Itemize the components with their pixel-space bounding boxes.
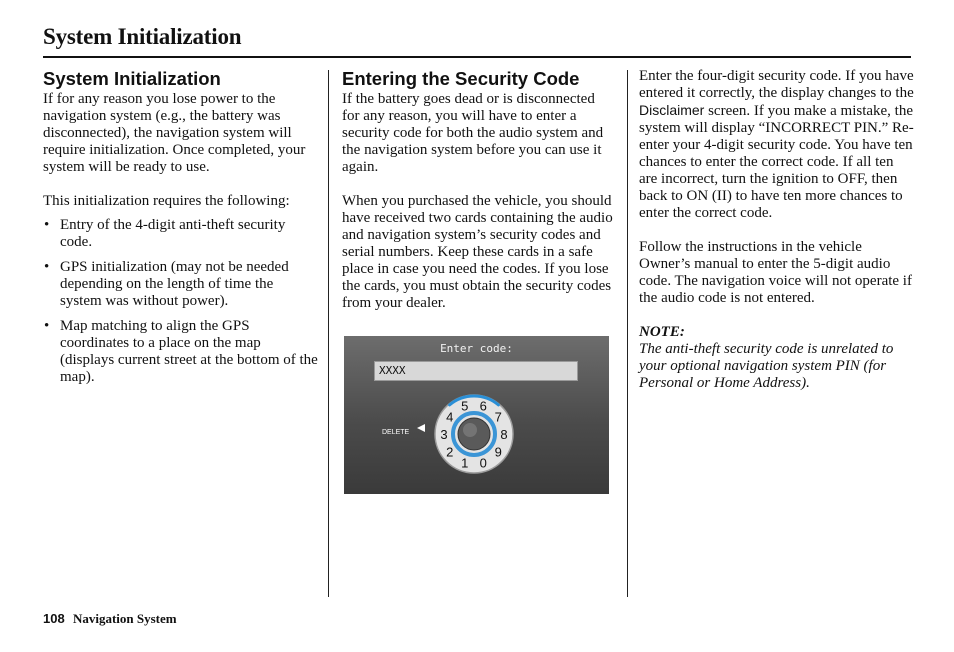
dial-digit-2[interactable]: 2: [446, 444, 454, 460]
dial-digit-9[interactable]: 9: [494, 444, 502, 460]
page-number: 108: [43, 611, 65, 626]
enter-code-prompt: Enter code:: [440, 342, 513, 355]
page-footer: [43, 611, 177, 627]
column-divider: [627, 70, 628, 597]
dial-digit-5[interactable]: 5: [461, 398, 469, 414]
column-security-code: [342, 68, 614, 312]
enter-code-screen: [344, 336, 609, 494]
text-segment: Enter the four-digit security code. If you have entered it correctly, the display changes to the: [639, 68, 914, 101]
column-system-initialization: [43, 68, 318, 394]
section-heading-security-code: Entering the Security Code: [342, 68, 580, 89]
page-title: System Initialization: [43, 24, 242, 49]
dial-digit-3[interactable]: 3: [440, 427, 448, 442]
paragraph-requirements-intro: This initialization requires the following:: [43, 193, 290, 209]
dial-knob-shine: [463, 423, 477, 437]
delete-arrow-icon[interactable]: [417, 424, 425, 432]
list-item: • Entry of the 4-digit anti-theft security code.: [43, 217, 318, 251]
paragraph-battery-dead: If the battery goes dead or is disconnected for any reason, you will have to enter a security code for both the audio system and the navigation system before you can use it again.: [342, 91, 604, 175]
note-body: The anti-theft security code is unrelated to your optional navigation system PIN (for Personal or Home Address).: [639, 341, 894, 391]
dial-digit-8[interactable]: 8: [500, 427, 508, 442]
delete-label[interactable]: DELETE: [382, 429, 410, 436]
dial-digit-6[interactable]: 6: [479, 398, 487, 414]
list-item: • Map matching to align the GPS coordinates to a place on the map (displays current street at the bottom of the map).: [43, 318, 318, 386]
dial-digit-7[interactable]: 7: [494, 409, 502, 425]
paragraph-enter-code: [639, 68, 914, 222]
text-segment: screen. If you make a mistake, the system will display “INCORRECT PIN.” Re-enter your 4-digit security code. You have ten chances to enter the correct code. If all ten are incorrect, turn the ignition to OFF, then back to ON (II) to have ten more chances to enter the correct code.: [639, 103, 914, 221]
requirements-list: [43, 217, 318, 386]
column-security-code-continued: [639, 68, 914, 392]
title-rule: [43, 56, 911, 58]
disclaimer-screen-name: Disclaimer: [639, 102, 705, 118]
dial-digit-0[interactable]: 0: [479, 455, 487, 471]
paragraph-power-loss: If for any reason you lose power to the navigation system (e.g., the battery was disconnected), the navigation system will require initialization. Once completed, your system will be ready to use.: [43, 91, 306, 175]
note-label: NOTE:: [639, 324, 685, 340]
dial-digit-4[interactable]: 4: [446, 409, 454, 425]
list-item: • GPS initialization (may not be needed depending on the length of time the system was without power).: [43, 259, 318, 310]
section-heading-system-initialization: System Initialization: [43, 68, 221, 89]
paragraph-audio-code: Follow the instructions in the vehicle Owner’s manual to enter the 5-digit audio code. The navigation voice will not operate if the audio code is not entered.: [639, 239, 912, 306]
code-dial: [344, 336, 609, 494]
dial-digit-1[interactable]: 1: [461, 455, 469, 471]
paragraph-security-cards: When you purchased the vehicle, you should have received two cards containing the audio and navigation system’s security codes and serial numbers. Keep these cards in a safe place in case you need the codes. If you lose the cards, you must obtain the security codes from your dealer.: [342, 193, 613, 311]
column-divider: [328, 70, 329, 597]
footer-title: Navigation System: [72, 611, 177, 626]
security-code-field[interactable]: XXXX: [374, 361, 578, 381]
